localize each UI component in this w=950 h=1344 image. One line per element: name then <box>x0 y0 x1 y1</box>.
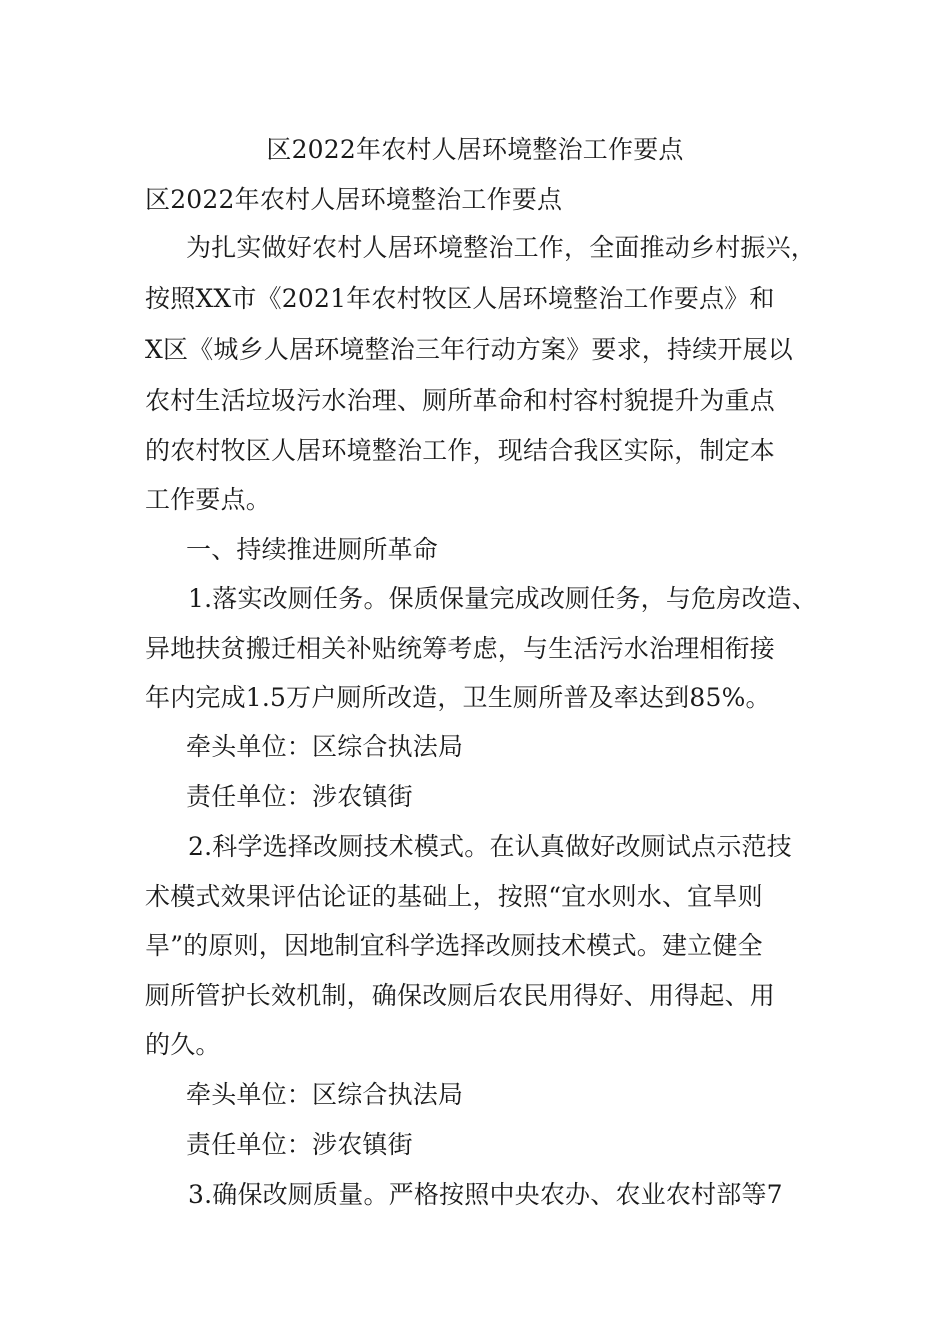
item2-line-1: 2.科学选择改厕技术模式。在认真做好改厕试点示范技 <box>188 832 792 861</box>
intro-line-3: X区《城乡人居环境整治三年行动方案》要求，持续开展以 <box>145 335 794 364</box>
item2-line-3: 旱”的原则，因地制宜科学选择改厕技术模式。建立健全 <box>145 931 763 960</box>
section-heading: 一、持续推进厕所革命 <box>186 535 439 564</box>
item2-line-2: 术模式效果评估论证的基础上，按照“宜水则水、宜旱则 <box>145 882 763 911</box>
page-title: 区2022年农村人居环境整治工作要点 <box>266 135 684 164</box>
item1-line-1: 1.落实改厕任务。保质保量完成改厕任务，与危房改造、 <box>188 584 818 613</box>
item1-lead-unit: 牵头单位：区综合执法局 <box>186 732 464 761</box>
item2-line-4: 厕所管护长效机制，确保改厕后农民用得好、用得起、用 <box>145 981 776 1010</box>
intro-line-6: 工作要点。 <box>145 485 272 514</box>
item1-responsible-unit: 责任单位：涉农镇街 <box>186 782 413 811</box>
item2-responsible-unit: 责任单位：涉农镇街 <box>186 1130 413 1159</box>
item3-line-1: 3.确保改厕质量。严格按照中央农办、农业农村部等7 <box>188 1180 783 1209</box>
item2-line-5: 的久。 <box>145 1030 221 1059</box>
intro-line-4: 农村生活垃圾污水治理、厕所革命和村容村貌提升为重点 <box>145 386 776 415</box>
item2-lead-unit: 牵头单位：区综合执法局 <box>186 1080 464 1109</box>
intro-line-5: 的农村牧区人居环境整治工作，现结合我区实际，制定本 <box>145 436 776 465</box>
item1-line-2: 异地扶贫搬迁相关补贴统筹考虑，与生活污水治理相衔接 <box>145 634 776 663</box>
document-subtitle: 区2022年农村人居环境整治工作要点 <box>145 185 563 214</box>
intro-line-2: 按照XX市《2021年农村牧区人居环境整治工作要点》和 <box>145 284 775 313</box>
item1-line-3: 年内完成1.5万户厕所改造，卫生厕所普及率达到85%。 <box>145 683 771 712</box>
intro-line-1: 为扎实做好农村人居环境整治工作，全面推动乡村振兴， <box>186 233 817 262</box>
